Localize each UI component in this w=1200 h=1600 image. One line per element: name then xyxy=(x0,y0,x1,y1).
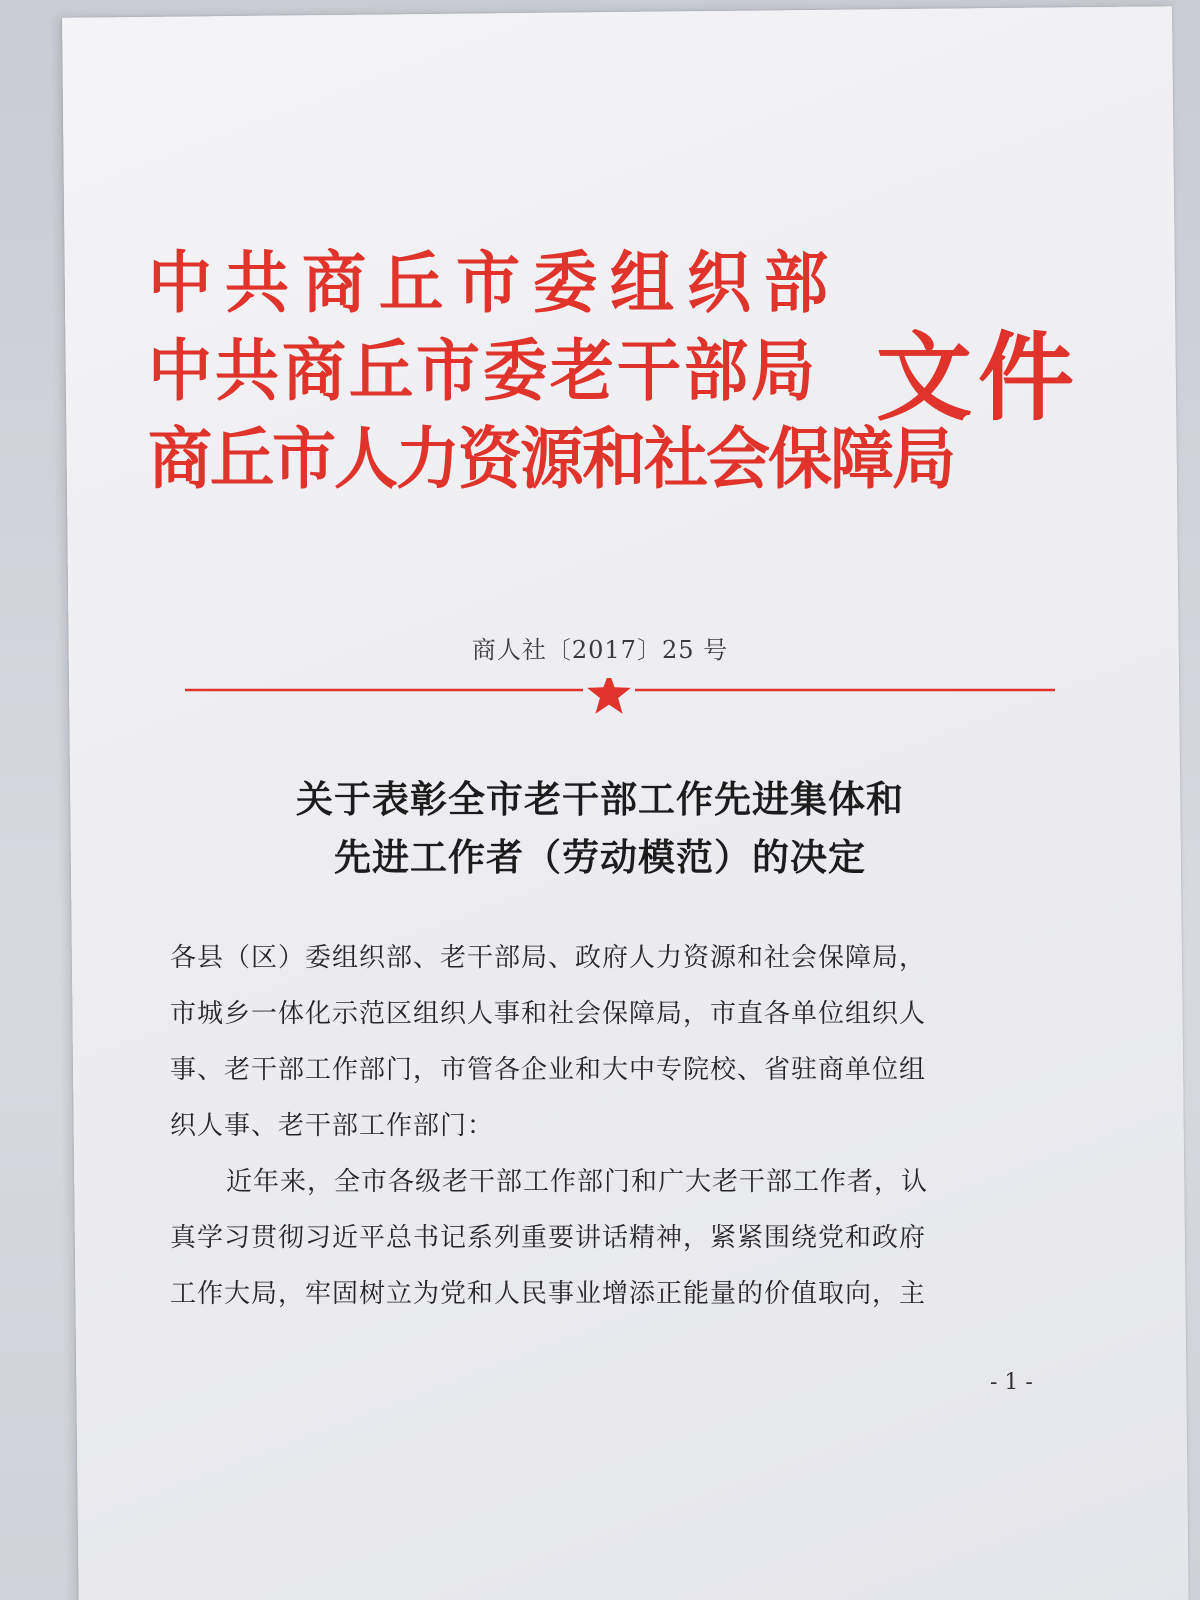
title-line-2: 先进工作者（劳动模范）的决定 xyxy=(334,835,866,879)
issuing-organizations-header xyxy=(148,244,1080,525)
body-line-7: 工作大局，牢固树立为党和人民事业增添正能量的价值取向，主 xyxy=(170,1279,927,1309)
document-title xyxy=(0,770,1200,886)
body-line-3: 事、老干部工作部门，市管各企业和大中专院校、省驻商单位组 xyxy=(170,1055,927,1085)
document-suffix: 文件 xyxy=(876,321,1080,434)
org-name-1: 中共商丘市委组织部 xyxy=(148,244,841,323)
red-star-icon xyxy=(587,678,631,714)
body-line-1: 各县（区）委组织部、老干部局、政府人力资源和社会保障局， xyxy=(170,943,927,973)
red-divider xyxy=(185,678,1055,718)
title-line-1: 关于表彰全市老干部工作先进集体和 xyxy=(296,777,904,821)
org-name-2: 中共商丘市委老干部局 xyxy=(148,332,818,411)
page-number: - 1 - xyxy=(990,1370,1033,1395)
document-body xyxy=(170,930,1050,1322)
body-line-2: 市城乡一体化示范区组织人事和社会保障局，市直各单位组织人 xyxy=(170,999,927,1029)
org-name-3: 商丘市人力资源和社会保障局 xyxy=(148,420,954,499)
body-line-5: 近年来，全市各级老干部工作部门和广大老干部工作者，认 xyxy=(226,1167,929,1197)
body-line-4: 织人事、老干部工作部门： xyxy=(170,1111,495,1141)
body-line-6: 真学习贯彻习近平总书记系列重要讲话精神，紧紧围绕党和政府 xyxy=(170,1223,927,1253)
document-number: 商人社〔2017〕25 号 xyxy=(471,636,729,664)
